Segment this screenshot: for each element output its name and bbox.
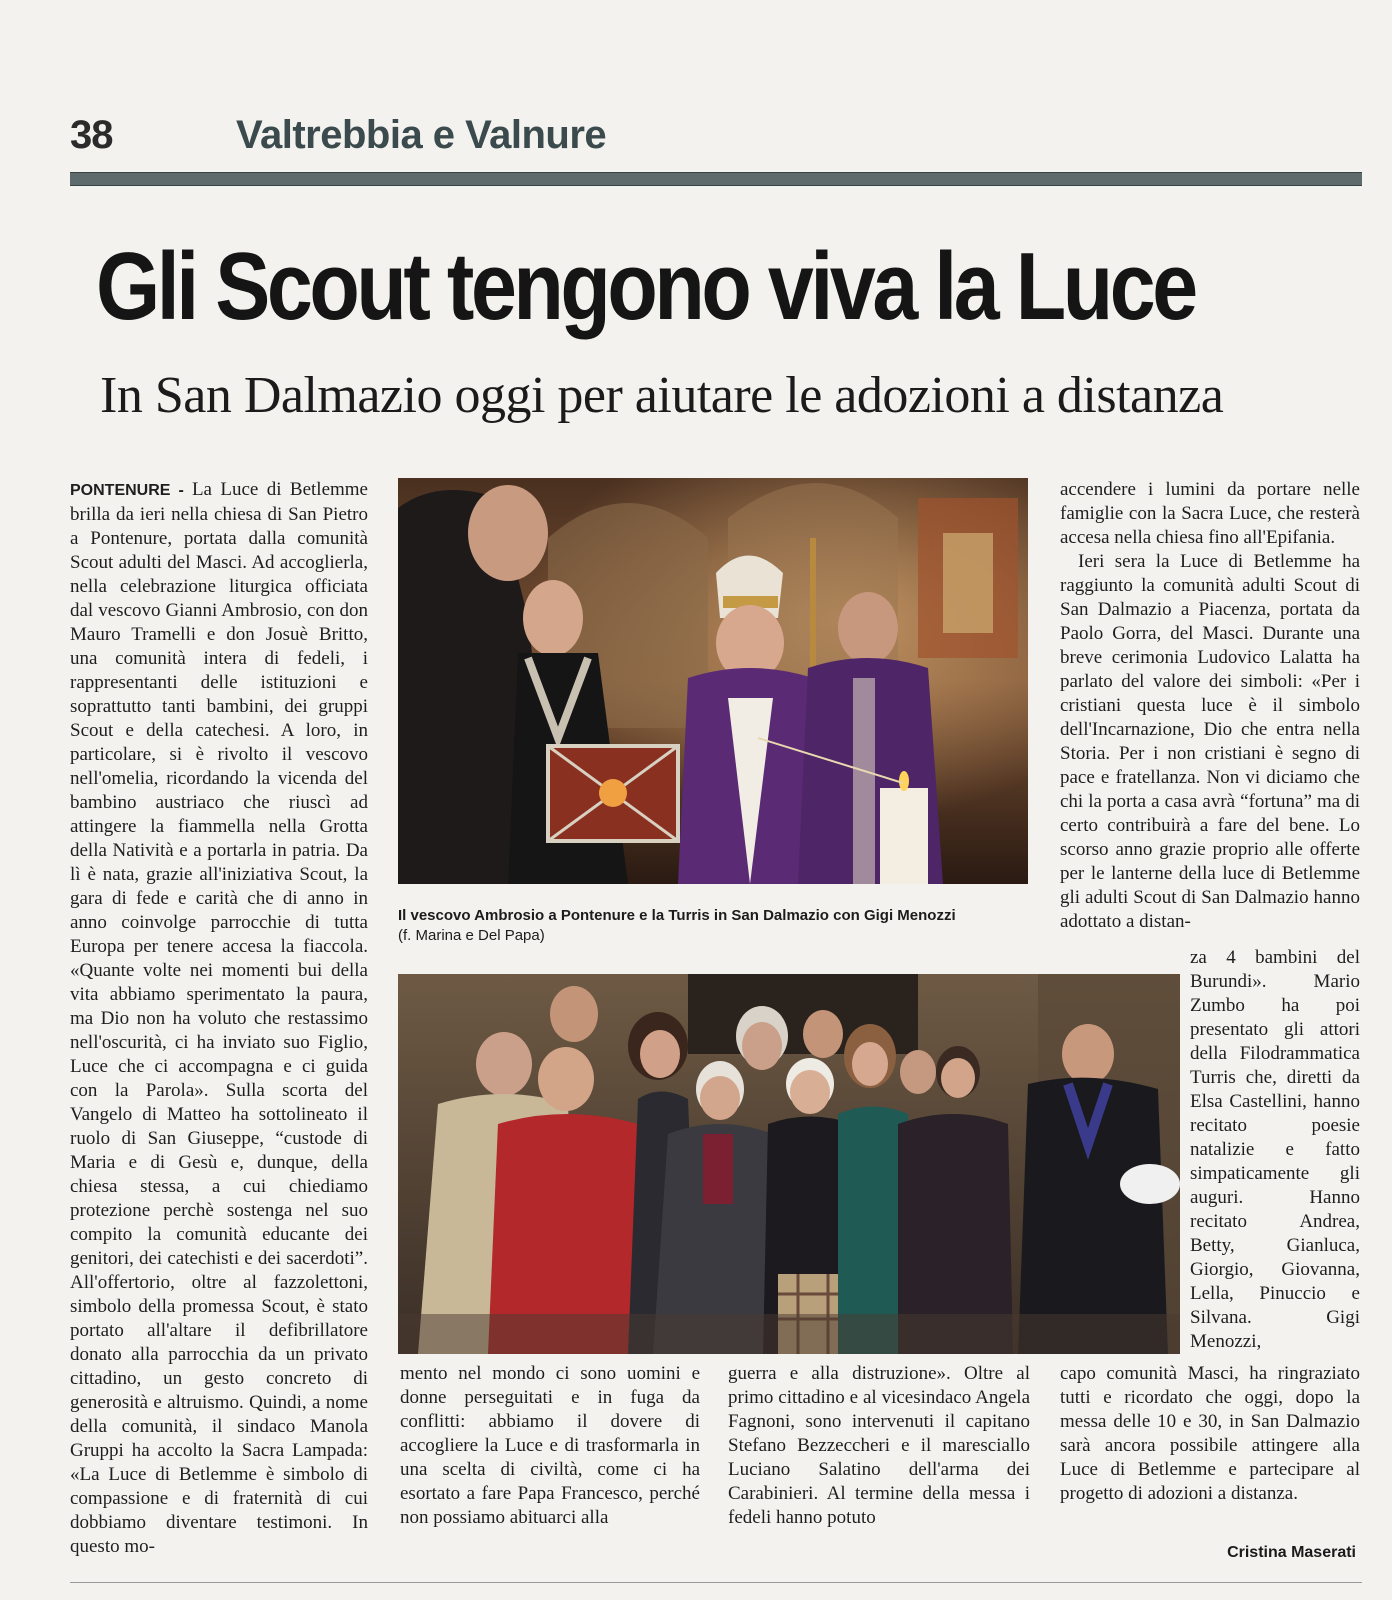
caption-credit: (f. Marina e Del Papa): [398, 927, 545, 944]
photo-bishop-ceremony: [398, 478, 1028, 884]
column-3-text: guerra e alla distruzione». Oltre al primo cittadino e al vicesindaco Angela Fagnoni, sono intervenuti il capitano Stefano Bezzeccheri e il maresciallo Luciano Salatino dell'arma dei Carabinieri. Al termine della messa i fedeli hanno potuto: [728, 1363, 1030, 1528]
bottom-rule: [70, 1582, 1362, 1583]
photo-caption: [398, 906, 1038, 946]
article-column-4: [1060, 478, 1360, 948]
page-number: 38: [70, 113, 113, 157]
column-2-text: mento nel mondo ci sono uomini e donne perseguitati e in fuga da conflitti: abbiamo il dovere di accogliere la Luce e di trasformarla in una scelta di civiltà, come ci ha esortato a fare Papa Francesco, perché non possiamo abituarci alla: [400, 1363, 700, 1528]
article-subheadline: In San Dalmazio oggi per aiutare le adozioni a distanza: [100, 367, 1224, 424]
article-dateline: PONTENURE -: [70, 482, 192, 499]
photo-group-turris: [398, 974, 1180, 1354]
section-title: Valtrebbia e Valnure: [236, 113, 607, 157]
article-byline: Cristina Maserati: [1227, 1544, 1356, 1561]
column-4-paragraph-1: accendere i lumini da portare nelle famiglie con la Sacra Luce, che resterà accesa nella chiesa fino all'Epifania.: [1060, 479, 1360, 548]
column-4-end-text: capo comunità Masci, ha ringraziato tutti e ricordato che oggi, dopo la messa delle 10 e 30, in San Dalmazio sarà ancora possibile attingere alla Luce di Betlemme e partecipare al progetto di adozioni a distanza.: [1060, 1363, 1360, 1504]
column-4-narrow-text: za 4 bambini del Burundi». Mario Zumbo ha poi presentato gli attori della Filodrammatica Turris che, diretti da Elsa Castellini, hanno recitato poesie natalizie e fatto simpaticamente gli auguri. Hanno recitato Andrea, Betty, Gianluca, Giorgio, Giovanna, Lella, Pinuccio e Silvana. Gigi Menozzi,: [1190, 947, 1360, 1352]
article-headline: Gli Scout tengono viva la Luce: [96, 233, 1195, 340]
article-column-4-narrow: [1190, 946, 1360, 1362]
article-column-4-end: [1060, 1362, 1360, 1542]
article-column-3: [728, 1362, 1030, 1552]
column-4-paragraph-2: Ieri sera la Luce di Betlemme ha raggiunto la comunità adulti Scout di San Dalmazio a Piacenza, portata da Paolo Gorra, del Masci. Durante una breve cerimonia Ludovico Lalatta ha parlato del valore dei simboli: «Per i cristiani questa luce è il simbolo dell'Incarnazione, Dio che entra nella Storia. Per i non cristiani è segno di pace e fratellanza. Non vi diciamo che chi la porta a casa avrà “fortuna” ma di certo contribuirà a fare del bene. Lo scorso anno grazie proprio alle offerte per le lanterne della luce di Betlemme gli adulti Scout di San Dalmazio hanno adottato a distan-: [1060, 551, 1360, 932]
caption-text: Il vescovo Ambrosio a Pontenure e la Turris in San Dalmazio con Gigi Menozzi: [398, 907, 956, 924]
column-1-text: La Luce di Betlemme brilla da ieri nella chiesa di San Pietro a Pontenure, portata dalla comunità Scout adulti del Masci. Ad accoglierla, nella celebrazione liturgica officiata dal vescovo Gianni Ambrosio, con don Mauro Tramelli e don Josuè Britto, una comunità intera di fedeli, i rappresentanti delle istituzioni e soprattutto tanti bambini, dei gruppi Scout e della catechesi. A loro, in particolare, si è rivolto il vescovo nell'omelia, ricordando la vicenda del bambino austriaco che riuscì ad attingere la fiammella nella Grotta della Natività e a portarla in patria. Da lì è nata, grazie all'iniziativa Scout, la gara di fede e carità che di anno in anno coinvolge parrocchie di tutta Europa per tenere accesa la fiaccola. «Quante volte nei momenti bui della vita abbiamo sperimentato la paura, ma Dio non ha voluto che restassimo nell'oscurità, ci ha inviato suo Figlio, Luce che ci accompagna e ci guida con la Parola». Sulla scorta del Vangelo di Matteo ha sottolineato il ruolo di San Giuseppe, “custode di Maria e di Gesù e, dunque, della chiesa stessa, a cui chiediamo protezione perchè sostenga nel suo compito la comunità educante dei genitori, dei catechisti e dei sacerdoti”. All'offertorio, oltre al fazzolettoni, simbolo della promessa Scout, è stato portato all'altare il defibrillatore donato alla parrocchia da un privato cittadino, un gesto concreto di generosità e altruismo. Quindi, a nome della comunità, il sindaco Manola Gruppi ha accolto la Sacra Lampada: «La Luce di Betlemme è simbolo di compassione e di fraternità di cui dobbiamo diventare testimoni. In questo mo-: [70, 479, 368, 1557]
article-column-1: [70, 478, 368, 1558]
article-column-2: [400, 1362, 700, 1552]
section-divider: [70, 172, 1362, 186]
